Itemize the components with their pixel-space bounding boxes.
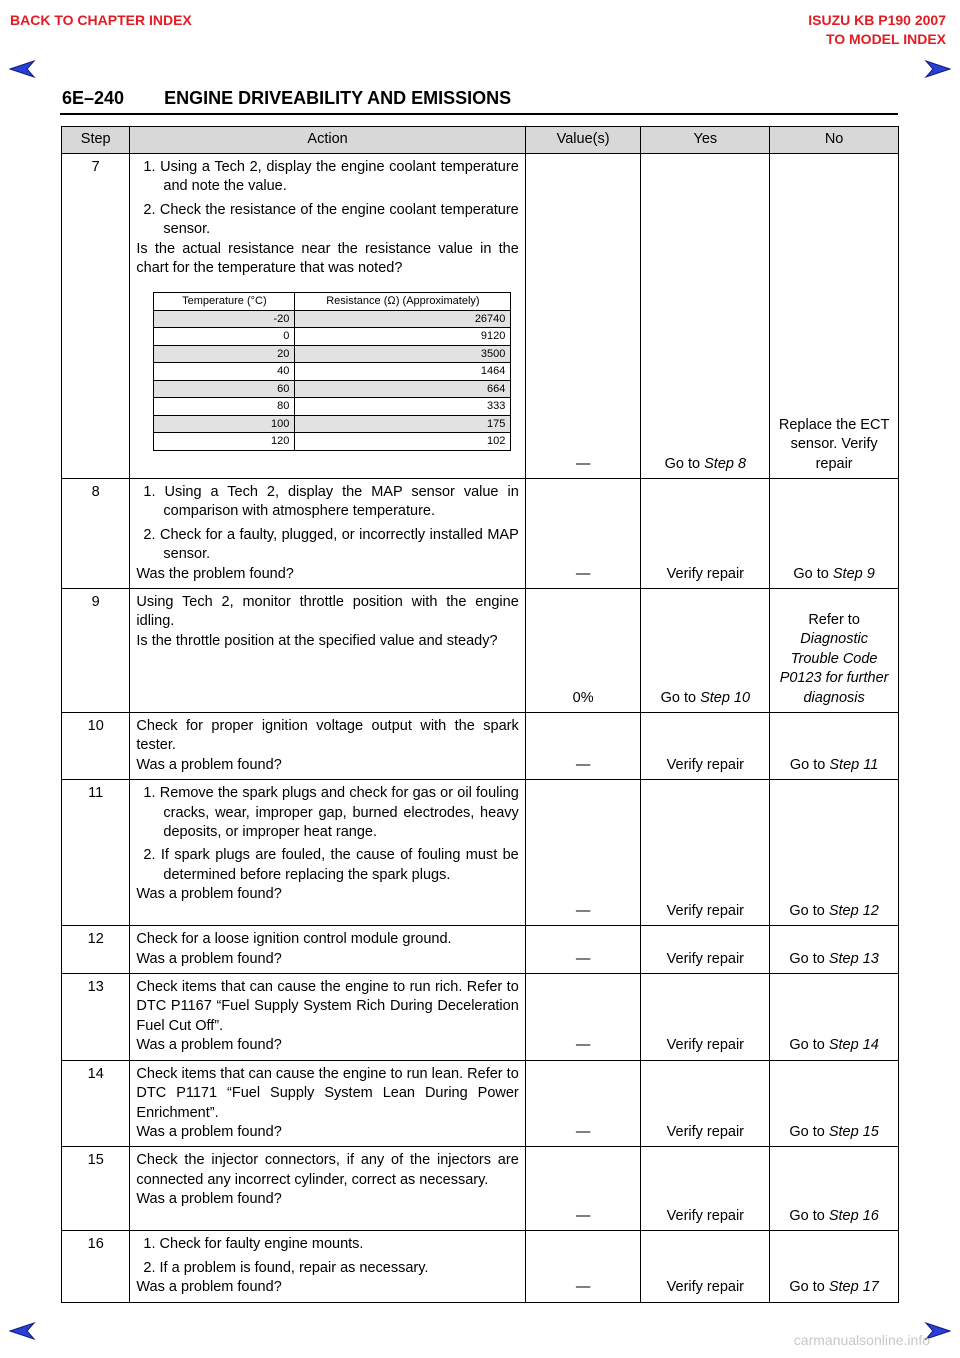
no-text: Refer to <box>808 612 860 628</box>
ect-temp: 40 <box>154 363 295 381</box>
ect-res: 102 <box>295 433 511 451</box>
ect-row <box>154 433 511 451</box>
action-text: Check for a loose ignition control module ground. <box>136 931 452 948</box>
step-action <box>130 1231 525 1302</box>
table-row <box>62 926 899 974</box>
step-value: — <box>525 1060 641 1147</box>
action-question: Was a problem found? <box>136 756 282 773</box>
table-row <box>62 1231 899 1302</box>
step-yes: Verify repair <box>641 713 770 780</box>
action-question: Is the throttle position at the specified value and steady? <box>136 632 498 649</box>
yes-text: Go to <box>660 689 701 706</box>
step-value: — <box>525 479 641 589</box>
no-step-link[interactable]: Step 12 <box>828 902 879 919</box>
step-no <box>770 589 899 713</box>
table-row <box>62 154 899 479</box>
step-action <box>130 479 525 589</box>
no-text: Go to <box>793 565 833 582</box>
table-row <box>62 780 899 926</box>
ect-row <box>154 363 511 381</box>
ect-temp: -20 <box>154 310 295 328</box>
step-no <box>770 1231 899 1302</box>
step-yes: Verify repair <box>641 974 770 1061</box>
step-action <box>130 1060 525 1147</box>
step-number: 16 <box>62 1231 130 1302</box>
action-text: Check items that can cause the engine to run rich. Refer to DTC P1167 “Fuel Supply System Rich During Deceleration Fuel Cut Off”. <box>136 979 519 1034</box>
step-number: 8 <box>62 479 130 589</box>
table-row <box>62 1060 899 1147</box>
table-header-row <box>62 127 899 154</box>
step-number: 15 <box>62 1147 130 1231</box>
action-item: 1. Check for faulty engine mounts. <box>143 1236 364 1253</box>
step-yes: Verify repair <box>641 926 770 974</box>
action-item: 1. Using a Tech 2, display the engine coolant temperature and note the value. <box>143 159 519 195</box>
step-value: — <box>525 780 641 926</box>
ect-res: 664 <box>295 380 511 398</box>
step-yes: Verify repair <box>641 479 770 589</box>
step-no <box>770 780 899 926</box>
step-action <box>130 1147 525 1231</box>
step-number: 12 <box>62 926 130 974</box>
action-item: 2. Check the resistance of the engine coolant temperature sensor. <box>143 201 519 238</box>
no-step-link[interactable]: Step 16 <box>828 1207 879 1224</box>
ect-temp: 80 <box>154 398 295 416</box>
prev-page-arrow-icon[interactable] <box>8 60 36 78</box>
no-step-link[interactable]: Step 14 <box>828 1037 879 1054</box>
diagnostic-table <box>61 126 899 1303</box>
ect-res: 1464 <box>295 363 511 381</box>
step-value: — <box>525 713 641 780</box>
no-dtc-link[interactable]: Diagnostic Trouble Code P0123 for further diagnosis <box>779 631 889 706</box>
action-question: Was the problem found? <box>136 565 294 582</box>
ect-row <box>154 328 511 346</box>
no-step-link[interactable]: Step 17 <box>828 1279 879 1296</box>
step-number: 7 <box>62 154 130 479</box>
action-text: Check the injector connectors, if any of the injectors are connected any incorrect cylinder, correct as necessary. <box>136 1152 519 1188</box>
page-header: 6E–240 ENGINE DRIVEABILITY AND EMISSIONS <box>62 88 512 108</box>
action-item: 1. Remove the spark plugs and check for gas or oil fouling cracks, wear, improper gap, burned electrodes, heavy deposits, or improper heat range. <box>143 785 519 841</box>
step-yes: Verify repair <box>641 1060 770 1147</box>
col-no: No <box>770 127 899 154</box>
step-no <box>770 1060 899 1147</box>
ect-row <box>154 345 511 363</box>
action-question: Was a problem found? <box>136 1191 282 1208</box>
step-no <box>770 926 899 974</box>
ect-resistance-table <box>153 292 511 451</box>
step-no: Replace the ECT sensor. Verify repair <box>770 154 899 479</box>
no-text: Go to <box>789 1207 829 1224</box>
action-text: Check items that can cause the engine to run lean. Refer to DTC P1171 “Fuel Supply System Lean During Power Enrichment”. <box>136 1065 519 1121</box>
step-number: 14 <box>62 1060 130 1147</box>
no-text: Go to <box>789 1037 829 1054</box>
ect-res: 333 <box>295 398 511 416</box>
step-yes: Verify repair <box>641 780 770 926</box>
model-title-link[interactable]: ISUZU KB P190 2007 <box>808 12 946 28</box>
step-number: 11 <box>62 780 130 926</box>
col-step: Step <box>62 127 130 154</box>
step-action <box>130 780 525 926</box>
ect-temp: 60 <box>154 380 295 398</box>
ect-col-temperature: Temperature (°C) <box>154 293 295 311</box>
step-value: — <box>525 926 641 974</box>
ect-col-resistance: Resistance (Ω) (Approximately) <box>295 293 511 311</box>
table-row <box>62 713 899 780</box>
action-question: Was a problem found? <box>136 1279 282 1296</box>
step-number: 9 <box>62 589 130 713</box>
action-item: 2. If spark plugs are fouled, the cause of fouling must be determined before replacing the spark plugs. <box>143 847 519 883</box>
action-text: Check for proper ignition voltage output with the spark tester. <box>136 718 519 754</box>
step-number: 10 <box>62 713 130 780</box>
ect-res: 3500 <box>295 345 511 363</box>
action-text: Using Tech 2, monitor throttle position with the engine idling. <box>136 594 519 630</box>
col-yes: Yes <box>641 127 770 154</box>
no-text: Go to <box>789 950 829 967</box>
action-item: 1. Using a Tech 2, display the MAP sensor value in comparison with atmosphere temperature. <box>143 484 519 520</box>
step-action <box>130 589 525 713</box>
no-step-link[interactable]: Step 13 <box>828 950 879 967</box>
no-step-link[interactable]: Step 9 <box>832 565 875 582</box>
step-value: — <box>525 1231 641 1302</box>
ect-res: 9120 <box>295 328 511 346</box>
no-text: Go to <box>789 902 829 919</box>
yes-text: Go to <box>664 455 705 472</box>
step-no <box>770 479 899 589</box>
ect-temp: 0 <box>154 328 295 346</box>
col-values: Value(s) <box>525 127 641 154</box>
action-question: Is the actual resistance near the resistance value in the chart for the temperature that was noted? <box>136 240 519 277</box>
action-item: 2. If a problem is found, repair as necessary. <box>143 1259 429 1276</box>
table-row <box>62 479 899 589</box>
step-no <box>770 713 899 780</box>
step-value: — <box>525 974 641 1061</box>
ect-temp: 100 <box>154 415 295 433</box>
col-action: Action <box>130 127 525 154</box>
step-value: — <box>525 154 641 479</box>
ect-row <box>154 310 511 328</box>
action-question: Was a problem found? <box>136 1123 282 1140</box>
to-model-index-link[interactable]: TO MODEL INDEX <box>825 31 946 47</box>
ect-row <box>154 380 511 398</box>
ect-row <box>154 415 511 433</box>
action-question: Was a problem found? <box>136 950 282 967</box>
table-row <box>62 1147 899 1231</box>
table-row <box>62 589 899 713</box>
ect-temp: 20 <box>154 345 295 363</box>
back-to-chapter-index-link[interactable]: BACK TO CHAPTER INDEX <box>10 12 192 28</box>
no-step-link[interactable]: Step 11 <box>829 756 879 773</box>
no-text: Go to <box>789 1279 829 1296</box>
action-item: 2. Check for a faulty, plugged, or incorrectly installed MAP sensor. <box>143 526 519 563</box>
yes-step-link[interactable]: Step 10 <box>700 689 751 706</box>
action-question: Was a problem found? <box>136 1037 282 1054</box>
step-no <box>770 1147 899 1231</box>
header-rule <box>60 113 898 115</box>
step-action <box>130 154 525 479</box>
step-action <box>130 974 525 1061</box>
yes-step-link[interactable]: Step 8 <box>704 455 747 472</box>
ect-res: 175 <box>295 415 511 433</box>
no-text: Go to <box>789 1123 829 1140</box>
step-yes: Verify repair <box>641 1147 770 1231</box>
ect-row <box>154 398 511 416</box>
next-page-arrow-icon[interactable] <box>924 60 952 78</box>
step-number: 13 <box>62 974 130 1061</box>
ect-temp: 120 <box>154 433 295 451</box>
no-text: Go to <box>789 756 830 773</box>
action-question: Was a problem found? <box>136 886 282 903</box>
step-yes <box>641 589 770 713</box>
watermark: carmanualsonline.info <box>793 1332 930 1348</box>
step-value: 0% <box>525 589 641 713</box>
table-row <box>62 974 899 1061</box>
step-yes <box>641 154 770 479</box>
step-yes: Verify repair <box>641 1231 770 1302</box>
step-action <box>130 926 525 974</box>
prev-page-arrow-bottom-icon[interactable] <box>8 1322 36 1340</box>
step-action <box>130 713 525 780</box>
step-value: — <box>525 1147 641 1231</box>
ect-res: 26740 <box>295 310 511 328</box>
step-no <box>770 974 899 1061</box>
no-step-link[interactable]: Step 15 <box>828 1123 879 1140</box>
